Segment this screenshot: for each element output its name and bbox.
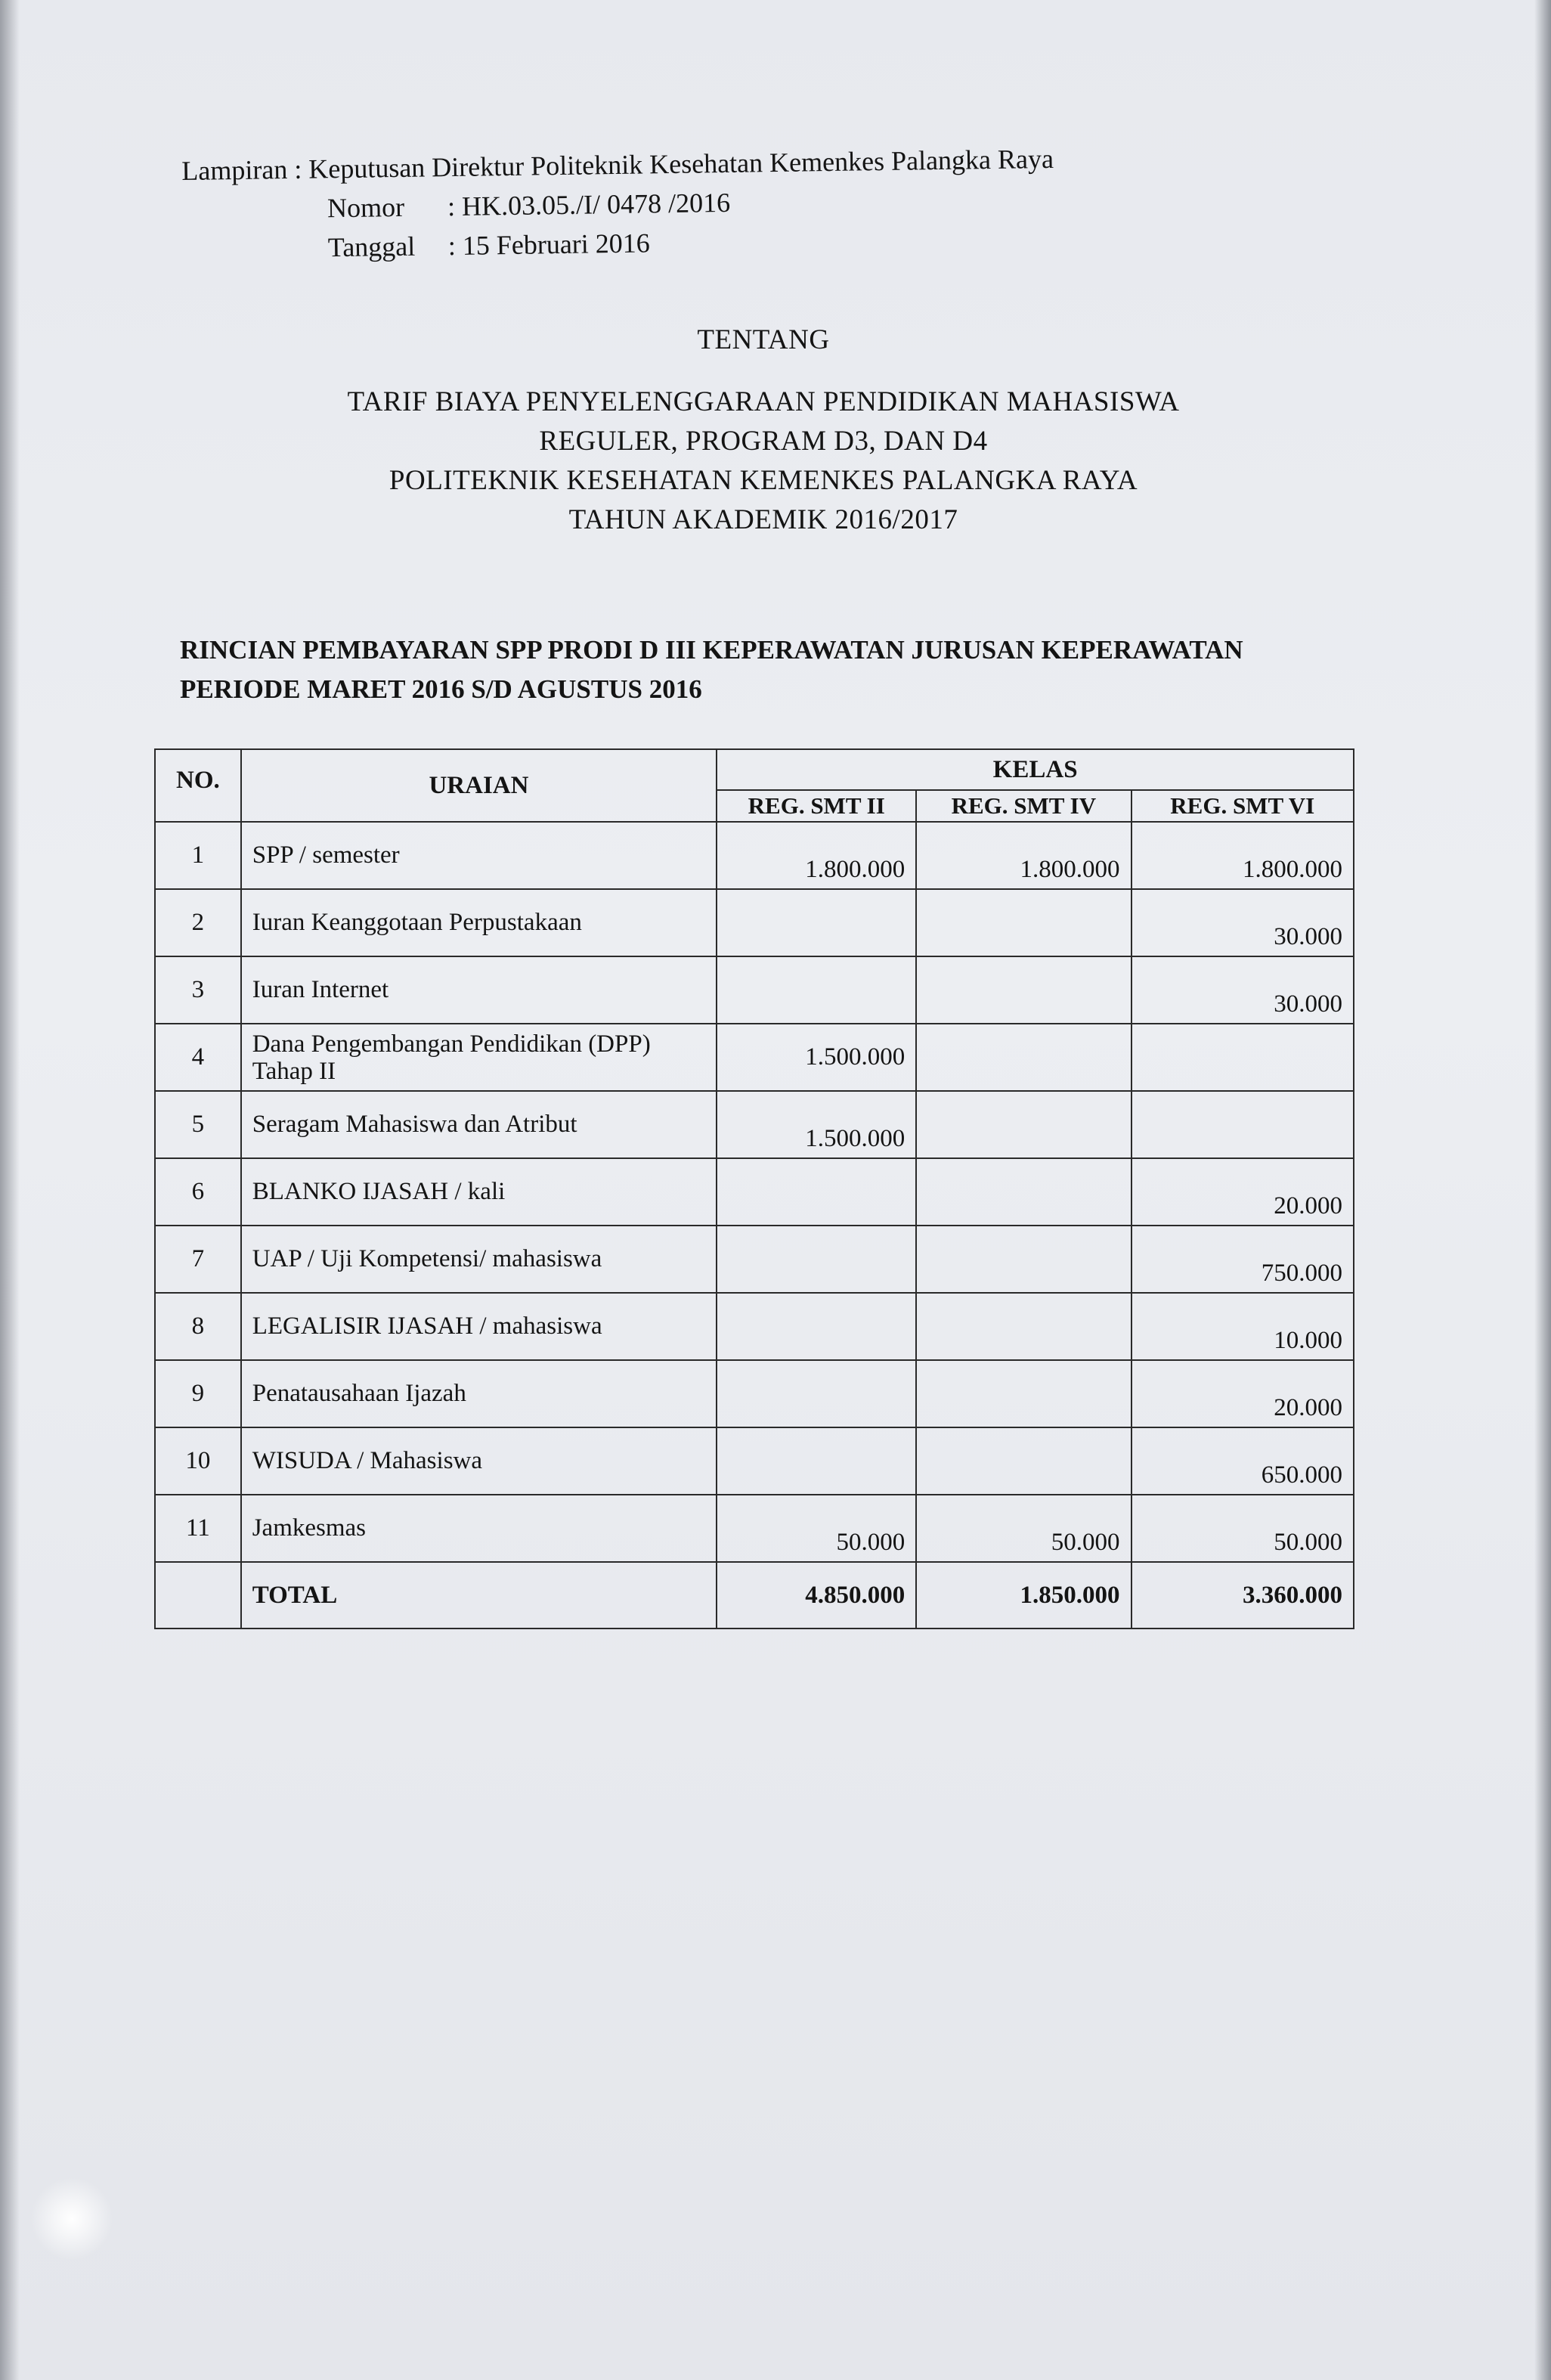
row-no: 7 [155,1226,241,1293]
lampiran-value: Keputusan Direktur Politeknik Kesehatan Kemenkes Palangka Raya [308,143,1054,184]
row-smt4 [916,1091,1131,1158]
header-smt4: REG. SMT IV [916,790,1131,822]
row-smt4: 50.000 [916,1495,1131,1562]
row-smt6: 750.000 [1132,1226,1354,1293]
row-smt6: 20.000 [1132,1360,1354,1427]
row-smt2: 1.800.000 [717,822,916,889]
row-smt4 [916,1226,1131,1293]
table-row [155,1427,1354,1495]
row-uraian: Dana Pengembangan Pendidikan (DPP) Tahap II [241,1024,717,1091]
row-no: 3 [155,956,241,1024]
row-smt2: 50.000 [717,1495,916,1562]
row-uraian: LEGALISIR IJASAH / mahasiswa [241,1293,717,1360]
table-row [155,956,1354,1024]
row-uraian: UAP / Uji Kompetensi/ mahasiswa [241,1226,717,1293]
title-line: TAHUN AKADEMIK 2016/2017 [568,504,958,535]
row-no: 2 [155,889,241,956]
lampiran-label: Lampiran [181,154,288,186]
row-uraian: Seragam Mahasiswa dan Atribut [241,1091,717,1158]
subheading-line: RINCIAN PEMBAYARAN SPP PRODI D III KEPERAWATAN JURUSAN KEPERAWATAN [180,635,1243,665]
row-smt6: 20.000 [1132,1158,1354,1226]
title-line: REGULER, PROGRAM D3, DAN D4 [539,426,988,457]
row-smt6: 30.000 [1132,889,1354,956]
row-no: 8 [155,1293,241,1360]
total-smt6: 3.360.000 [1132,1562,1354,1629]
table-row [155,1360,1354,1427]
row-uraian: Iuran Internet [241,956,717,1024]
row-smt6: 30.000 [1132,956,1354,1024]
attachment-header [181,139,1055,269]
row-uraian: BLANKO IJASAH / kali [241,1158,717,1226]
table-row [155,889,1354,956]
row-smt2 [717,1226,916,1293]
row-smt4 [916,1024,1131,1091]
document-title [0,383,1527,540]
total-no-cell [155,1562,241,1629]
row-no: 11 [155,1495,241,1562]
tanggal-line: Tanggal : 15 Februari 2016 [182,218,1054,269]
header-smt6: REG. SMT VI [1132,790,1354,822]
page-edge-shadow-right [1534,0,1551,2380]
lampiran-line: Lampiran : Keputusan Direktur Politeknik Kesehatan Kemenkes Palangka Raya [181,139,1054,191]
row-no: 9 [155,1360,241,1427]
nomor-line: Nomor : HK.03.05./I/ 0478 /2016 [182,178,1054,230]
total-label: TOTAL [241,1562,717,1629]
row-smt6: 10.000 [1132,1293,1354,1360]
table-row [155,1293,1354,1360]
row-uraian: SPP / semester [241,822,717,889]
row-smt4 [916,1427,1131,1495]
row-no: 10 [155,1427,241,1495]
row-no: 5 [155,1091,241,1158]
row-smt4: 1.800.000 [916,822,1131,889]
row-smt2 [717,1293,916,1360]
row-smt4 [916,889,1131,956]
row-smt4 [916,1158,1131,1226]
row-smt2 [717,956,916,1024]
table-row [155,1226,1354,1293]
subheading-line: PERIODE MARET 2016 S/D AGUSTUS 2016 [180,674,702,704]
row-smt4 [916,956,1131,1024]
table-subheading [180,631,1243,709]
row-no: 4 [155,1024,241,1091]
tanggal-value: 15 Februari 2016 [462,228,651,261]
row-smt2 [717,1427,916,1495]
row-no: 6 [155,1158,241,1226]
title-line: POLITEKNIK KESEHATAN KEMENKES PALANGKA RAYA [389,465,1138,496]
row-smt2 [717,1360,916,1427]
table-header-row [155,749,1354,790]
header-no: NO. [155,749,241,822]
title-line: TARIF BIAYA PENYELENGGARAAN PENDIDIKAN MAHASISWA [347,386,1180,417]
fee-table [154,748,1354,1629]
row-smt2: 1.500.000 [717,1024,916,1091]
nomor-value: HK.03.05./I/ 0478 /2016 [461,187,731,222]
row-smt6 [1132,1091,1354,1158]
row-uraian: WISUDA / Mahasiswa [241,1427,717,1495]
total-smt2: 4.850.000 [717,1562,916,1629]
table-row [155,822,1354,889]
header-smt2: REG. SMT II [717,790,916,822]
row-smt2 [717,1158,916,1226]
total-row [155,1562,1354,1629]
row-no: 1 [155,822,241,889]
total-smt4: 1.850.000 [916,1562,1131,1629]
row-uraian: Penatausahaan Ijazah [241,1360,717,1427]
table-row [155,1024,1354,1091]
row-smt4 [916,1293,1131,1360]
table-row [155,1091,1354,1158]
row-smt6: 1.800.000 [1132,822,1354,889]
header-kelas: KELAS [717,749,1354,790]
tanggal-label: Tanggal [327,231,416,263]
row-smt2 [717,889,916,956]
row-uraian: Jamkesmas [241,1495,717,1562]
table-row [155,1158,1354,1226]
header-uraian: URAIAN [241,749,717,822]
table-row [155,1495,1354,1562]
row-smt2: 1.500.000 [717,1091,916,1158]
nomor-label: Nomor [327,191,405,224]
row-smt4 [916,1360,1131,1427]
row-smt6: 50.000 [1132,1495,1354,1562]
row-smt6 [1132,1024,1354,1091]
light-glare [30,2177,113,2261]
tentang-heading: TENTANG [697,324,830,355]
row-smt6: 650.000 [1132,1427,1354,1495]
row-uraian: Iuran Keanggotaan Perpustakaan [241,889,717,956]
